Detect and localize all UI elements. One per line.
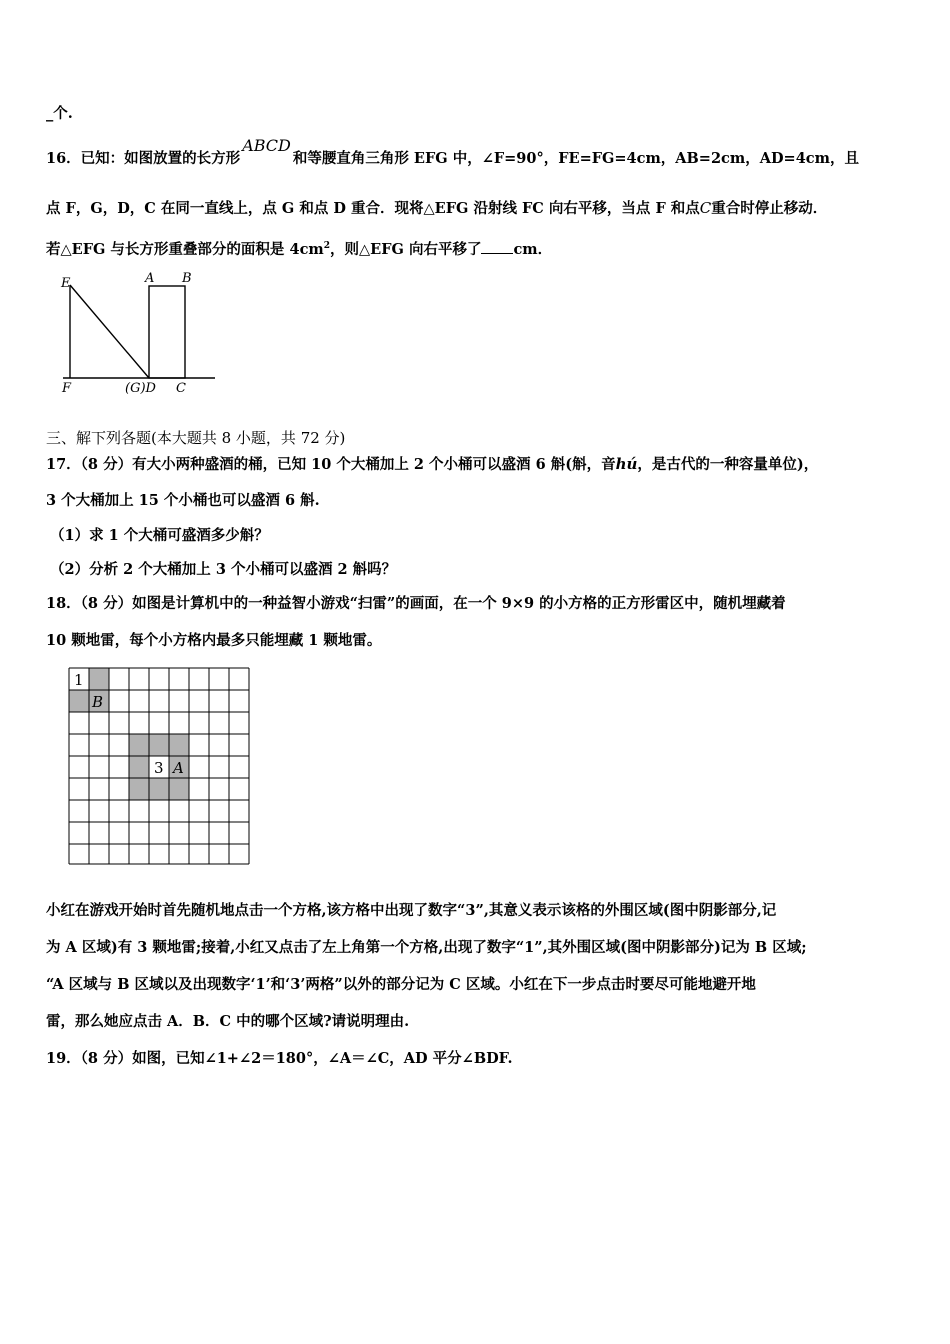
q16-line3-mid: ，则△EFG 向右平移了 [330, 240, 482, 258]
region-b-label: B [92, 693, 104, 711]
q18-para-1: 小红在游戏开始时首先随机地点击一个方格,该方格中出现了数字“3”,其意义表示该格的外围区域(图中阴影部分,记 [46, 902, 777, 919]
section-3-title: 三、解下列各题(本大题共 8 小题，共 72 分) [46, 429, 346, 447]
q16-line2-end: 重合时停止移动． [711, 200, 828, 217]
shaded-cell [89, 668, 109, 690]
shaded-cell [129, 756, 149, 778]
shaded-cell [129, 778, 149, 800]
number-1: 1 [74, 671, 84, 689]
shaded-cell [69, 690, 89, 712]
q17-text-a: 17．（8 分）有大小两种盛酒的桶，已知 10 个大桶加上 2 个小桶可以盛酒 6 斛(斛，音 [46, 456, 616, 473]
q16-point-c: C [699, 199, 712, 217]
q16-line-3 [46, 236, 552, 260]
q16-line-1 [46, 136, 859, 169]
label-a: A [145, 271, 155, 286]
shaded-cell [169, 734, 189, 756]
label-gd: (G)D [125, 381, 156, 396]
region-a-label: A [173, 759, 184, 777]
q18-line-1: 18．（8 分）如图是计算机中的一种益智小游戏“扫雷”的画面，在一个 9×9 的小方格的正方形雷区中，随机埋藏着 [46, 595, 786, 612]
q18-line-2: 10 颗地雷，每个小方格内最多只能埋藏 1 颗地雷。 [46, 632, 382, 649]
q18-para-4: 雷，那么她应点击 A．B．C 中的哪个区域?请说明理由. [46, 1013, 410, 1030]
number-3: 3 [154, 759, 164, 777]
q18-para-3: “A 区域与 B 区域以及出现数字‘1’和‘3’两格”以外的部分记为 C 区域。小红在下一步点击时要尽可能地避开地 [46, 976, 756, 993]
q16-line-2 [46, 198, 827, 219]
q17-line-1 [46, 454, 818, 475]
q16-abcd: ABCD [242, 136, 291, 155]
q16-text-a: 16．已知：如图放置的长方形 [46, 150, 241, 167]
shaded-cell [129, 734, 149, 756]
label-f: F [62, 381, 72, 396]
label-e: E [61, 276, 71, 291]
q17-line-2: 3 个大桶加上 15 个小桶也可以盛酒 6 斛. [46, 492, 320, 509]
q16-text-b: 和等腰直角三角形 EFG 中，∠F=90°，FE=FG=4cm，AB=2cm，AD=4cm，且 [292, 150, 859, 167]
previous-question-tail: _个. [46, 105, 73, 122]
shaded-cell [149, 778, 169, 800]
q19-line-1: 19．（8 分）如图，已知∠1+∠2＝180°，∠A＝∠C，AD 平分∠BDF. [46, 1050, 513, 1067]
shaded-cell [169, 778, 189, 800]
shaded-cell [149, 734, 169, 756]
minesweeper-grid [66, 665, 254, 867]
q17-sub-2: （2）分析 2 个大桶加上 3 个小桶可以盛酒 2 斛吗？ [50, 561, 397, 578]
q16-figure [55, 265, 225, 397]
label-c: C [176, 381, 186, 396]
q17-sub-1: （1）求 1 个大桶可盛酒多少斛？ [50, 527, 269, 544]
label-b: B [182, 271, 192, 286]
q16-line2-text: 点 F，G，D，C 在同一直线上，点 G 和点 D 重合．现将△EFG 沿射线 FC 向右平移，当点 F 和点 [46, 200, 700, 217]
q17-text-b: ，是古代的一种容量单位)， [637, 456, 819, 473]
q18-para-2: 为 A 区域)有 3 颗地雷;接着,小红又点击了左上角第一个方格,出现了数字“1”,其外围区域(图中阴影部分)记为 B 区域; [46, 939, 807, 956]
q16-unit: cm． [513, 240, 553, 258]
q17-pinyin: hú [615, 455, 638, 473]
q16-line3-text: 若△EFG 与长方形重叠部分的面积是 4cm [46, 240, 324, 258]
answer-blank [481, 239, 513, 254]
q16-superscript: 2 [323, 241, 331, 251]
